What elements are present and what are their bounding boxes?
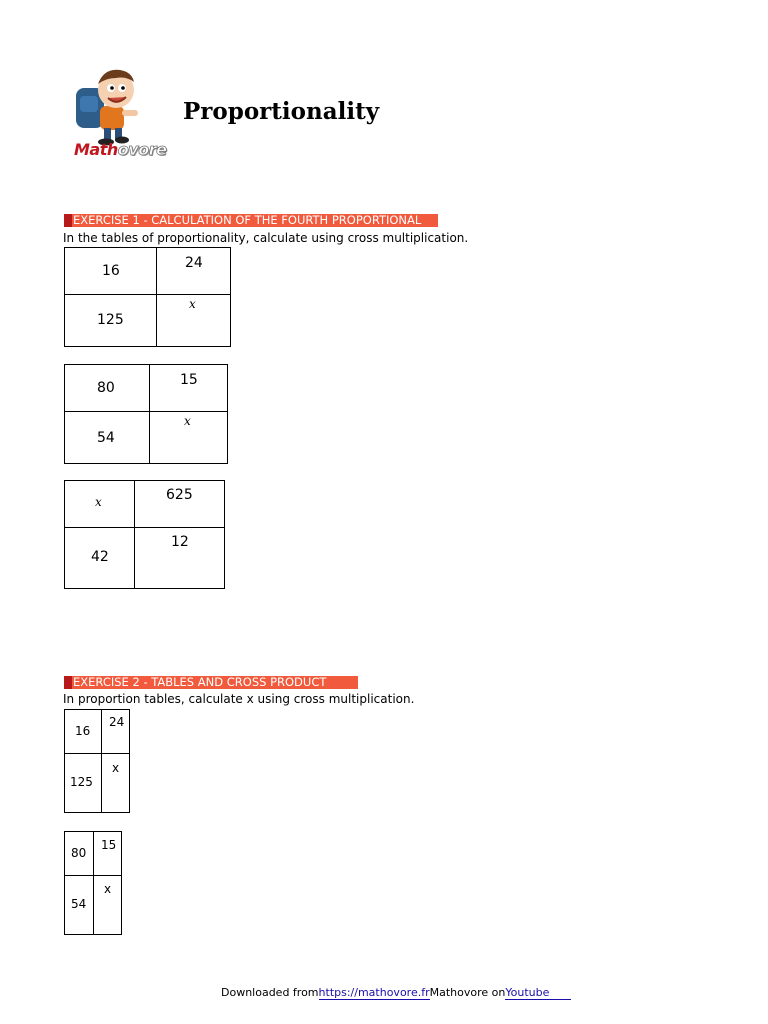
table-cell: 625 (135, 481, 225, 528)
table-cell: 80 (65, 832, 94, 876)
table-cell: x (102, 754, 130, 813)
table-cell: 16 (65, 248, 157, 295)
table-cell: 15 (150, 365, 228, 412)
table-cell: 80 (65, 365, 150, 412)
table-cell: 16 (65, 710, 102, 754)
mathovore-logo (70, 66, 170, 162)
table-cell: x (94, 876, 122, 935)
ex1-proportion-table-1 (64, 247, 231, 347)
exercise2-heading: EXERCISE 2 - TABLES AND CROSS PRODUCT (64, 676, 358, 689)
page-title: Proportionality (183, 98, 380, 125)
logo-wordmark: Mathovore (74, 140, 167, 159)
table-cell: 12 (135, 528, 225, 589)
ex1-proportion-table-3 (64, 480, 225, 589)
exercise1-instruction: In the tables of proportionality, calculate using cross multiplication. (63, 231, 469, 245)
ex2-proportion-table-1 (64, 709, 130, 813)
table-cell: x (65, 481, 135, 528)
table-cell: 54 (65, 412, 150, 464)
table-cell: 24 (157, 248, 231, 295)
table-cell: x (150, 412, 228, 464)
table-cell: 125 (65, 754, 102, 813)
table-cell: 15 (94, 832, 122, 876)
footer: Downloaded fromhttps://mathovore.frMathovore onYoutube (221, 986, 571, 999)
ex2-proportion-table-2 (64, 831, 122, 935)
mathovore-link[interactable]: https://mathovore.fr (318, 986, 430, 999)
table-cell: 24 (102, 710, 130, 754)
exercise2-instruction: In proportion tables, calculate x using cross multiplication. (63, 692, 415, 706)
youtube-link[interactable]: Youtube (505, 986, 571, 1000)
exercise1-heading: EXERCISE 1 - CALCULATION OF THE FOURTH PROPORTIONAL (64, 214, 438, 227)
ex1-proportion-table-2 (64, 364, 228, 464)
cartoon-boy-icon (70, 66, 170, 146)
table-cell: 54 (65, 876, 94, 935)
table-cell: x (157, 295, 231, 347)
table-cell: 42 (65, 528, 135, 589)
table-cell: 125 (65, 295, 157, 347)
